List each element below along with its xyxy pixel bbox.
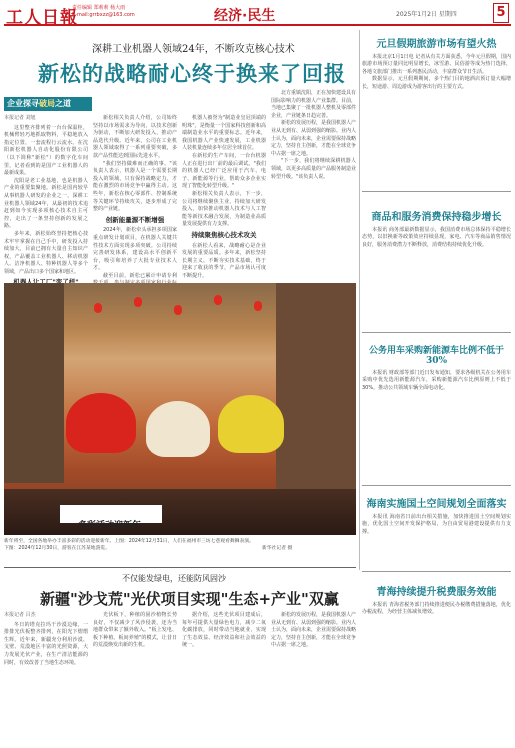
bottom-column-3 [182,612,266,744]
lion-dancer-shape [66,393,136,453]
paragraph: 本报讯 青海省税务部门持续推进便民办税缴费措施落地，优化办税流程，为经营主体减负增效。 [362,602,511,616]
email-line: E-mail:grrbxzz@163.com [72,12,135,18]
lantern-icon [174,305,182,315]
newspaper-logo: 工人日報 [6,8,78,28]
section-divider [362,571,511,572]
bottom-byline: 本报记者 吕杰 [4,612,36,618]
main-column-2 [93,115,177,281]
section-divider [362,485,511,486]
tag-prefix: 企业探寻 [7,99,39,108]
sidebar-headline: 公务用车采购新能源车比例不低于30% [368,346,504,366]
sidebar-body [362,370,511,498]
paragraph: 本报讯 海南省日前出台相关措施，加快推进国土空间规划实施，优化国土空间开发保护格局，为自由贸易港建设提供有力支撑。 [362,514,511,535]
main-headline: 新松的战略耐心终于换来了回报 [38,62,346,86]
paragraph: 在新松的生产车间，一台台机器人正在进行出厂前的最后调试。"我们的机器人已经广泛应用于汽车、电子、新能源等行业，帮助众多企业实现了智能化转型升级。" [182,152,266,190]
issue-date: 2025年1月2日 星期四 [396,11,457,18]
paragraph: 据介绍，这些光伏项目建成后，每年可提供大量绿色电力，减少二氧化碳排放，同时带动当地就业，实现了生态效益、经济效益和社会效益的统一。 [182,612,266,649]
lantern-icon [254,301,262,311]
photo-building-left [4,283,64,483]
sidebar-headline: 海南实施国土空间规划全面落实 [366,499,507,510]
section-divider [362,332,511,333]
photo-caption: 新年将至，全国各地举办丰富多彩的活动迎接新年。上图：2024年12月31日，人们在福州市三坊七巷观看舞狮表演。下图：2024年12月30日，游客在江苏某地游览。 [4,539,254,551]
bottom-headline: 新疆"沙戈荒"光伏项目实现"生态+产业"双赢 [40,590,339,608]
paragraph: 这里整齐排列着一台台保温柜，机械臂轻巧地抓取物料，平稳地放入指定位置，一套流程行云流水。在沈阳新松机器人自动化股份有限公司（以下简称"新松"）的数字化车间里，记者看到的是国产工业机器人的最新成果。 [4,124,88,177]
lantern-icon [134,297,142,307]
tag-highlight: 破局 [39,99,55,108]
sidebar-item-2 [362,208,511,339]
sidebar-item-3 [362,343,511,498]
paragraph: "我们坚持做难而正确的事。"该负责人表示，机器人是一个需要长期投入的领域，只有保持战略定力，才能在激烈的市场竞争中赢得主动。这些年，新松在核心零部件、控制系统等关键环节持续攻关，逐步形成了完整的产业链。 [93,160,177,213]
paragraph: 在新松人看来，战略耐心是企业发展的重要品质。多年来，新松坚持长期主义，不断夯实技术基础，终于迎来了收获的季节，产品市场认可度不断提升。 [182,242,266,279]
editor-line: 责任编辑 郑莉莉 杨大雨 [72,5,126,11]
sidebar-body [362,227,511,339]
tag-suffix: 之道 [55,99,71,108]
paragraph: "下一步，我们将继续深耕机器人领域，以更多高质量的产品服务制造业转型升级。"该负责人说。 [271,158,357,180]
paragraph: 新松相关负责人介绍，公司始终坚持以市场需求为导向，以技术创新为驱动，不断加大研发投入，推动产品迭代升级。近年来，公司在工业机器人领域取得了一系列重要突破，多款产品性能达到国际先进水平。 [93,115,177,159]
masthead-meta [72,5,135,19]
paragraph: 多年来，新松始终坚持把核心技术牢牢掌握在自己手中，研发投入持续加大，目前已拥有大量自主知识产权，产品覆盖工业机器人、移动机器人、洁净机器人、特种机器人等多个领域，产品出口多个国家和地区。 [4,230,88,275]
bottom-kicker: 不仅能发绿电，还能防风固沙 [122,574,226,583]
lantern-icon [214,295,222,305]
news-photo [4,283,356,535]
paragraph: 数据显示，元旦假期期间，多个热门目的地酒店预订量大幅增长，短途游、周边游成为游客出行的主要方式。 [362,76,511,90]
paragraph: 冬日的塔克拉玛干沙漠边缘，一排排光伏板整齐排列，在阳光下熠熠生辉。近年来，新疆充分利用沙漠、戈壁、荒漠地区丰富的光照资源，大力发展光伏产业，在生产清洁能源的同时，有效改善了当地生态环境。 [4,621,88,666]
main-column-4 [271,90,356,281]
lion-dancer-shape [218,395,284,453]
bottom-column-4 [271,612,356,744]
paragraph: 沈阳是老工业基地，也是机器人产业的重要集聚地。新松是国内较早从事机器人研发的企业之一，深耕工业机器人领域24年，从最初的技术追赶到如今实现多项核心技术自主可控，走出了一条坚持创新的发展之路。 [4,177,88,230]
column-tag [4,97,92,111]
sidebar-headline: 商品和服务消费保持稳步增长 [371,212,502,223]
paragraph: 新松相关负责人表示，下一步，公司将继续聚焦主业，持续加大研发投入，加快推动机器人技术与人工智能等新技术融合发展，为制造业高质量发展提供有力支撑。 [182,190,266,228]
sidebar-item-1 [362,35,511,191]
paragraph: 本报北京1月1日电 记者从有关方面获悉，今年元旦假期，国内旅游市场预订量同比明显增长，冰雪游、民俗游等成为热门选择，各地文旅部门推出一系列惠民活动，丰富群众节日生活。 [362,54,511,75]
sidebar-item-5 [362,583,511,744]
main-kicker: 深耕工业机器人领域24年，不断攻克核心技术 [92,44,295,55]
photo-building-right [276,283,356,493]
bottom-column-2 [93,612,177,744]
sidebar-item-4 [362,495,511,570]
lantern-icon [94,303,102,313]
column-divider [359,30,360,570]
photo-title: 多彩活动迎新年 [78,521,142,531]
sidebar-body [362,514,511,570]
paragraph: 机器人被誉为"制造业皇冠顶端的明珠"，是衡量一个国家科技创新和高端制造业水平的重要标志。近年来，我国机器人产业快速发展，工业机器人装机量连续多年位居全球首位。 [182,115,266,152]
sidebar-headline: 青海持续提升税费服务效能 [376,587,497,598]
sidebar-body [362,602,511,744]
section-divider [362,191,511,192]
paragraph: 新松的发展历程，是我国机器人产业从无到有、从弱到强的缩影。业内人士认为，面向未来，企业需要保持战略定力，坚持自主创新，才能在全球竞争中占据一席之地。 [271,612,357,649]
main-column-3 [182,115,266,281]
paragraph: 北方重镇沈阳，正在加快建设具有国际影响力的机器人产业集群。目前，当地已集聚了一批机器人整机及零部件企业，产业链条日趋完善。 [271,90,357,119]
masthead [4,2,511,26]
paragraph: 新松的发展历程，是我国机器人产业从无到有、从弱到强的缩影。业内人士认为，面向未来，企业需要保持战略定力，坚持自主创新，才能在全球竞争中占据一席之地。 [271,120,357,157]
page-number: 5 [493,3,509,23]
sidebar-body [362,54,511,191]
lion-dancer-shape [146,401,210,457]
photo-crowd [4,489,356,535]
section-divider [4,567,356,568]
subhead: 创新能量源不断增强 [105,215,165,224]
paragraph: 光伏板下，种植的固沙植物长势良好，不仅减少了风沙侵袭，还为当地群众带来了额外收入。"板上发电、板下种植、板间养殖"的模式，让昔日的荒漠焕发出新的生机。 [93,612,177,649]
paragraph: 本报讯 商务部最新数据显示，我国消费市场总体保持平稳增长态势，以旧换新等政策效应持续显现，家电、汽车等商品销售情况良好，服务消费潜力不断释放，消费结构持续优化升级。 [362,227,511,248]
sidebar-headline: 元旦假期旅游市场有望火热 [376,39,497,50]
section-title: 经济·民生 [214,8,276,24]
bottom-column-1 [4,612,88,744]
paragraph: 2024年，新松牵头承担多项国家重点研发计划项目，在机器人关键共性技术方面实现多项突破。公司持续完善研发体系，建设高水平创新平台，吸引和培养了大批专业技术人才。 [93,227,177,272]
main-column-1 [4,115,88,281]
subhead: 持续聚焦核心技术攻关 [191,230,257,239]
paragraph: 截至目前，新松已累计申请专利 [103,272,177,279]
paragraph: 本报讯 财政部等部门近日发布通知，要求各级机关在公务用车采购中优先选用新能源汽车，采购新能源汽车比例原则上不低于30%，推动公共领域车辆全面电动化。 [362,370,511,391]
main-byline: 本报记者 刘旭 [4,115,36,121]
photo-credit: 新华社记者 摄 [262,546,293,551]
